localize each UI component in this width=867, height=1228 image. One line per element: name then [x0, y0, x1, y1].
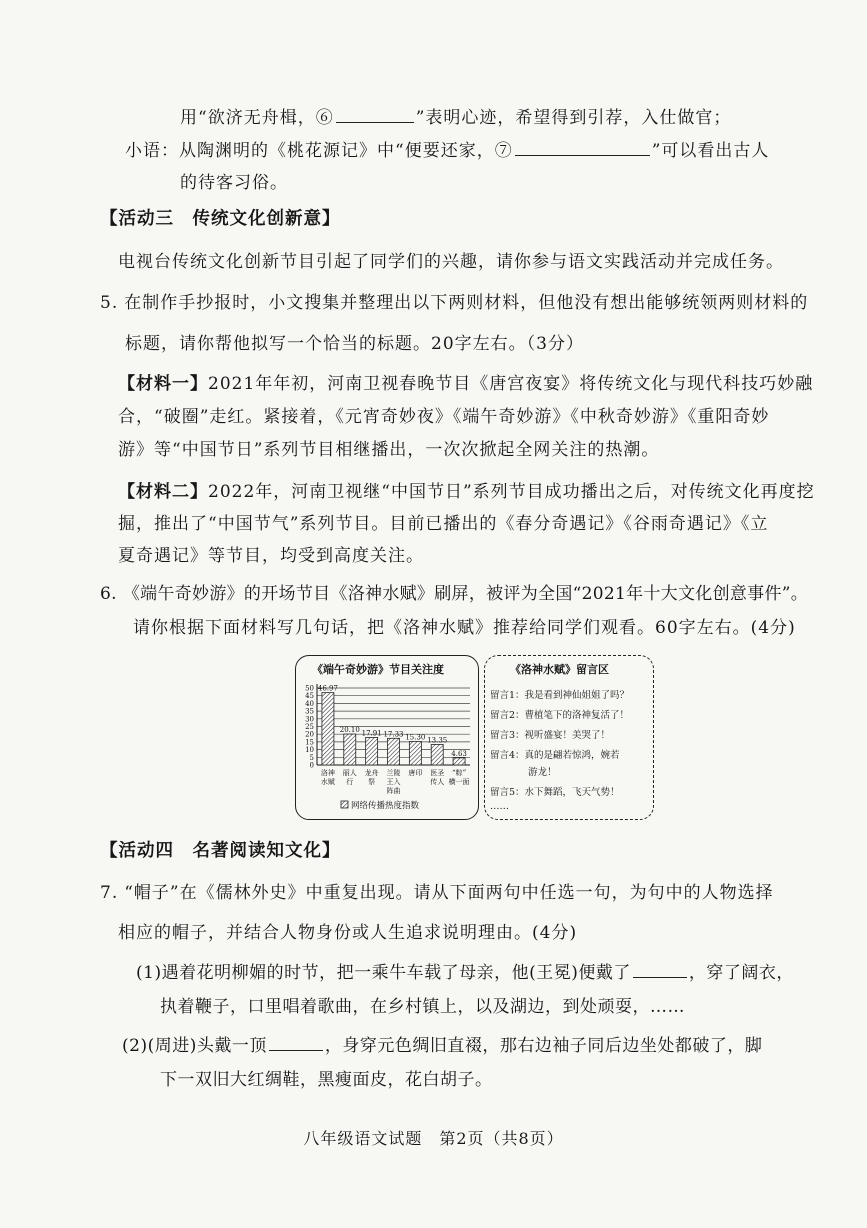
category-label: 横一面: [448, 778, 470, 786]
q6-line-1: [100, 579, 808, 604]
y-tick-label: 20: [305, 730, 314, 739]
q5-line-1: [100, 288, 808, 313]
category-label: 兰陵: [386, 769, 401, 777]
legend-label: 网络传播热度指数: [351, 801, 420, 811]
category-label: 龙舟: [364, 769, 379, 777]
comment-5: 留言5：水下舞蹈，飞天气势！: [490, 787, 620, 798]
data-label: 4.63: [451, 749, 467, 758]
material2-tag: 【材料二】: [118, 482, 208, 502]
q7-sentence-1-line-2: 执着鞭子，口里唱着歌曲，在乡村镇上，以及湖边，到处顽耍，……: [160, 997, 685, 1017]
comment-3: 留言3：视听盛宴！美哭了！: [490, 730, 611, 741]
text-segment: 用“欲济无舟楫，⑥: [180, 108, 334, 128]
answer-blank-6[interactable]: [336, 121, 414, 123]
material1-tag: 【材料一】: [118, 374, 208, 394]
q7-line-1: [100, 878, 774, 903]
q5-number: 5.: [100, 293, 119, 313]
activity3-heading: 【活动三 传统文化创新意】: [100, 209, 341, 229]
comments-title: 《洛神水赋》留言区: [510, 663, 609, 676]
text-segment: ”可以看出古人: [651, 141, 770, 161]
text-segment: ”表明心迹，希望得到引荐，入仕做官；: [415, 108, 732, 128]
category-label: 水赋: [320, 778, 335, 786]
material1-line-3: 游》等“中国节日”系列节目相继播出，一次次掀起全网关注的热潮。: [118, 440, 660, 460]
chart-panel: [295, 655, 479, 820]
q6-text: 《端午奇妙游》的开场节目《洛神水赋》刷屏，被评为全国“2021年十大文化创意事件”。: [122, 584, 809, 604]
material1-line-2: 合，“破圈”走红。紧接着，《元宵奇妙夜》《端午奇妙游》《中秋奇妙游》《重阳奇妙: [118, 407, 770, 427]
material2-line-3: 夏奇遇记》等节目，均受到高度关注。: [118, 546, 424, 566]
y-tick-label: 10: [305, 746, 314, 755]
continuation-line-3: 的待客习俗。: [180, 173, 288, 193]
q7-sentence-2-line-2: 下一双旧大红绸鞋，黑瘦面皮，花白胡子。: [160, 1070, 493, 1090]
y-tick-label: 0: [309, 761, 314, 770]
material1-text: 2021年年初，河南卫视春晚节目《唐宫夜宴》将传统文化与现代科技巧妙融: [208, 374, 814, 394]
q5-text: 在制作手抄报时，小文搜集并整理出以下两则材料，但他没有想出能够统领两则材料的: [124, 293, 809, 313]
comment-4-cont: 游龙！: [528, 767, 557, 778]
data-label: 46.97: [317, 684, 338, 693]
text-segment: ，身穿元色绸旧直裰，那右边袖子同后边坐处都破了，脚: [324, 1036, 763, 1056]
answer-blank-hat-1[interactable]: [633, 976, 687, 978]
continuation-line-1: [180, 103, 731, 128]
y-tick-label: 35: [305, 707, 314, 716]
activity3-intro: 电视台传统文化创新节目引起了同学们的兴趣，请你参与语文实践活动并完成任务。: [118, 252, 784, 272]
y-tick-label: 30: [305, 715, 314, 724]
material2-text: 2022年，河南卫视继“中国节日”系列节目成功播出之后，对传统文化再度挖: [208, 482, 815, 502]
material1-line-1: [118, 369, 813, 394]
category-label: 传人: [430, 778, 445, 786]
answer-blank-hat-2[interactable]: [269, 1049, 323, 1051]
chart-title: 《端午奇妙游》节目关注度: [312, 663, 444, 676]
data-label: 15.30: [405, 733, 426, 742]
q7-number: 7.: [100, 883, 119, 903]
text-segment: ，穿了阔衣，: [688, 963, 794, 983]
y-tick-label: 45: [305, 692, 314, 701]
material2-line-2: 掘，推出了“中国节气”系列节目。目前已播出的《春分奇遇记》《谷雨奇遇记》《立: [118, 514, 769, 534]
q6-number: 6.: [100, 584, 117, 604]
q7-sentence-2-line-1: [122, 1031, 762, 1056]
q7-sentence-1-line-1: [136, 958, 794, 983]
comment-4: 留言4：真的是翩若惊鸿，婉若: [490, 750, 620, 761]
page-footer: 八年级语文试题 第2页（共8页）: [303, 1129, 564, 1148]
answer-blank-7[interactable]: [515, 154, 650, 156]
category-label: “粽”: [451, 769, 467, 777]
continuation-line-2: [125, 136, 769, 161]
y-tick-label: 25: [305, 723, 314, 731]
category-label: 阵曲: [386, 787, 401, 795]
y-tick-label: 40: [305, 699, 314, 708]
data-label: 17.33: [383, 730, 404, 739]
category-label: 唐印: [408, 769, 423, 777]
category-label: 祭: [368, 778, 376, 786]
data-label: 17.91: [361, 729, 382, 738]
comment-2: 留言2：曹植笔下的洛神复活了！: [490, 710, 630, 721]
q6-line-2: 请你根据下面材料写几句话，把《洛神水赋》推荐给同学们观看。60字左右。(4分): [133, 618, 796, 638]
q7-line-2: 相应的帽子，并结合人物身份或人生追求说明理由。(4分): [118, 923, 578, 943]
category-label: 行: [346, 778, 354, 786]
text-segment: (2)(周进)头戴一顶: [122, 1036, 267, 1056]
data-label: 20.10: [339, 726, 360, 735]
activity4-heading: 【活动四 名著阅读知文化】: [100, 841, 341, 861]
q5-line-2: 标题，请你帮他拟写一个恰当的标题。20字左右。（3分）: [125, 334, 584, 354]
y-tick-label: 50: [305, 684, 314, 693]
text-segment: 小语：从陶渊明的《桃花源记》中“便要还家，⑦: [125, 141, 513, 161]
category-label: 王入: [386, 778, 401, 786]
category-label: 洛神: [320, 769, 335, 777]
q7-text: “帽子”在《儒林外史》中重复出现。请从下面两句中任选一句，为句中的人物选择: [124, 883, 774, 903]
text-segment: (1)遇着花明柳媚的时节，把一乘牛车载了母亲，他(王冕)便戴了: [136, 963, 631, 983]
comments-more: ……: [490, 801, 509, 812]
material2-line-1: [118, 477, 815, 502]
data-label: 13.35: [427, 736, 448, 745]
comment-1: 留言1：我是看到神仙姐姐了吗？: [490, 690, 630, 701]
category-label: 丽人: [342, 769, 357, 777]
y-tick-label: 15: [305, 738, 314, 747]
category-label: 医圣: [430, 769, 445, 777]
y-tick-label: 5: [309, 753, 314, 762]
